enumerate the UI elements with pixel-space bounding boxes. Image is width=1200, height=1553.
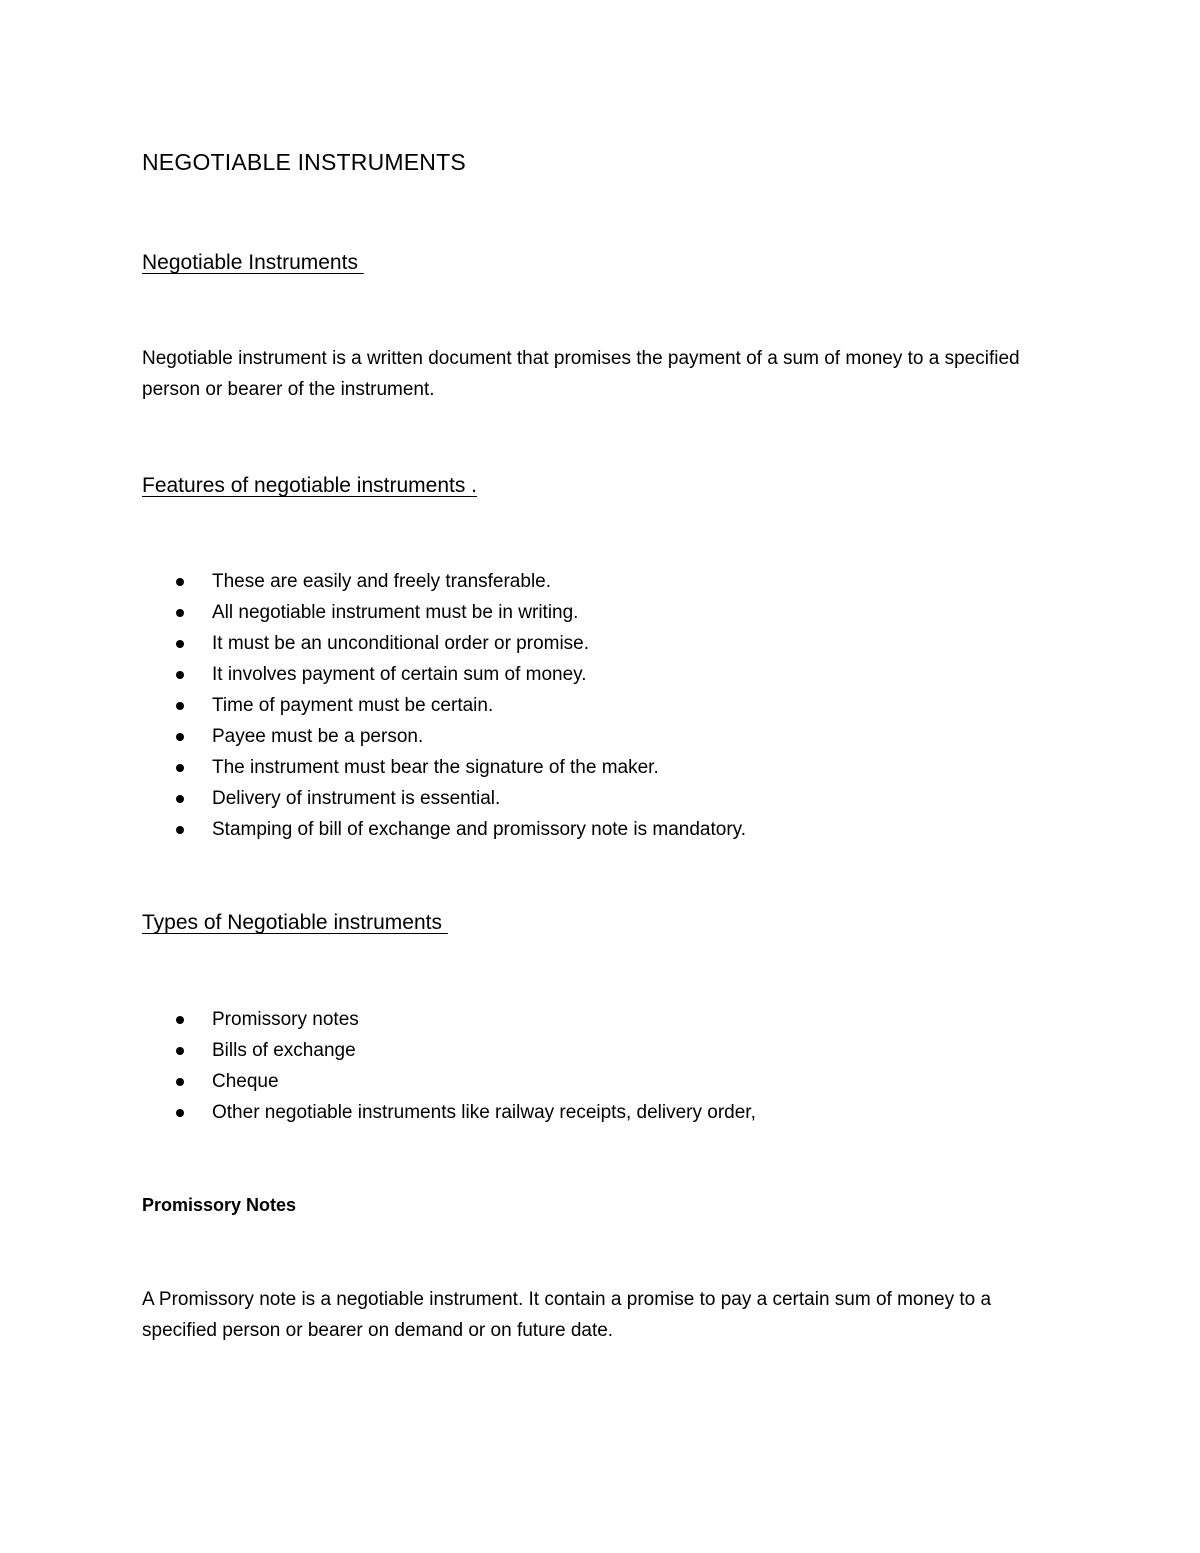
bullet-icon [176,640,184,648]
bullet-icon [176,733,184,741]
bullet-icon [176,795,184,803]
list-item-text: Promissory notes [212,1009,359,1030]
list-item-text: Payee must be a person. [212,726,424,747]
promissory-note-paragraph: A Promissory note is a negotiable instrument. It contain a promise to pay a certain sum of money to a specified person or bearer on demand or on future date. [142,1289,992,1341]
list-item [142,1035,756,1066]
list-item [142,1066,756,1097]
features-list [142,566,746,845]
section-heading-negotiable-instruments: Negotiable Instruments [142,251,364,274]
bullet-icon [176,1047,184,1055]
list-item [142,597,746,628]
list-item-text: It must be an unconditional order or promise. [212,633,590,654]
list-item [142,628,746,659]
bullet-icon [176,671,184,679]
list-item-text: Time of payment must be certain. [212,695,494,716]
bullet-icon [176,826,184,834]
list-item [142,721,746,752]
list-item-text: These are easily and freely transferable. [212,571,552,592]
bullet-icon [176,1109,184,1117]
bullet-icon [176,702,184,710]
list-item-text: Stamping of bill of exchange and promissory note is mandatory. [212,819,747,840]
section-heading-types: Types of Negotiable instruments [142,911,448,934]
list-item [142,659,746,690]
list-item-text: Bills of exchange [212,1040,356,1061]
list-item-text: The instrument must bear the signature of the maker. [212,757,659,778]
document-title: NEGOTIABLE INSTRUMENTS [142,149,466,175]
list-item [142,1004,756,1035]
list-item [142,690,746,721]
bullet-icon [176,1078,184,1086]
section-heading-features: Features of negotiable instruments . [142,474,478,497]
list-item [142,783,746,814]
list-item [142,566,746,597]
list-item-text: Other negotiable instruments like railway receipts, delivery order, [212,1102,756,1123]
list-item-text: Delivery of instrument is essential. [212,788,501,809]
bullet-icon [176,578,184,586]
bullet-icon [176,609,184,617]
definition-paragraph: Negotiable instrument is a written document that promises the payment of a sum of money to a specified person or bearer of the instrument. [142,348,1020,400]
section-heading-promissory-notes: Promissory Notes [142,1195,297,1215]
list-item [142,752,746,783]
list-item-text: Cheque [212,1071,279,1092]
list-item-text: It involves payment of certain sum of money. [212,664,587,685]
list-item [142,1097,756,1128]
list-item [142,814,746,845]
bullet-icon [176,764,184,772]
types-list [142,1004,756,1128]
list-item-text: All negotiable instrument must be in writing. [212,602,579,623]
bullet-icon [176,1016,184,1024]
